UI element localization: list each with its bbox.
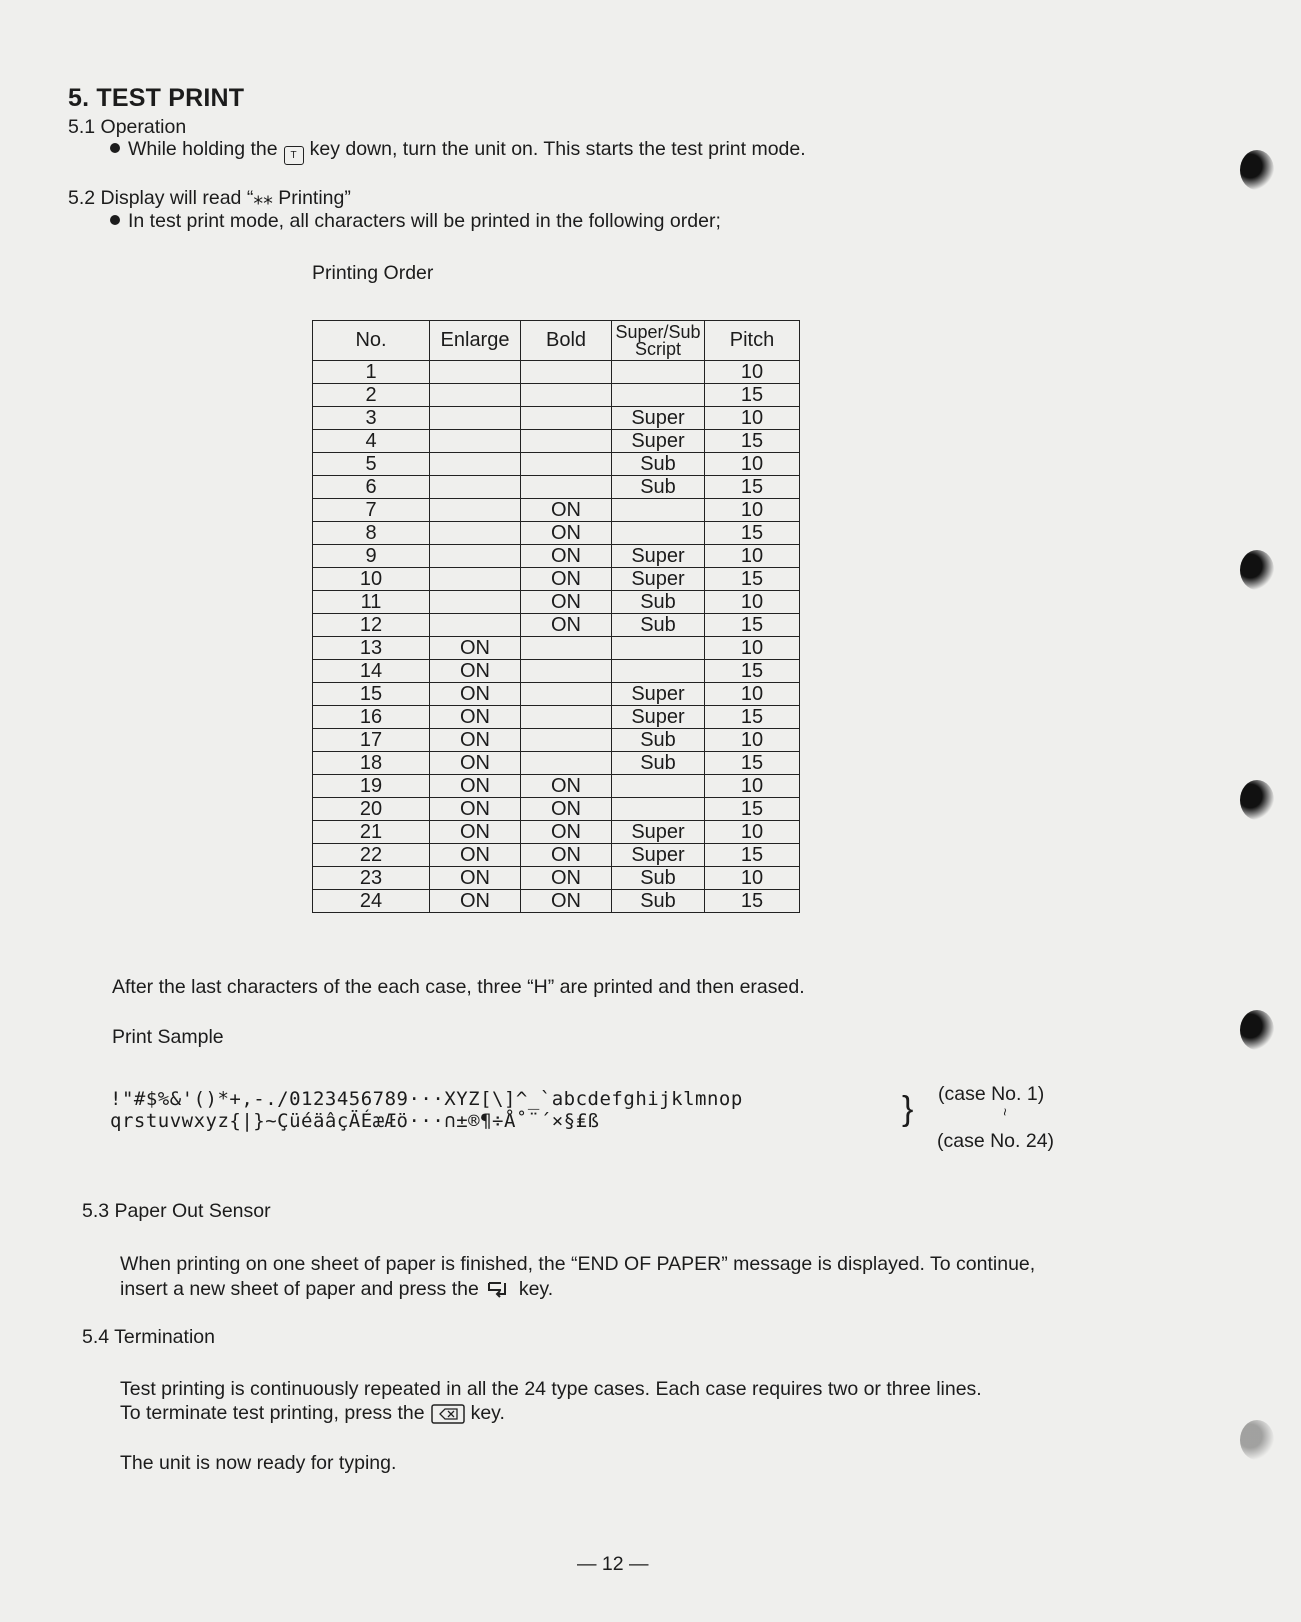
cell-enlarge: ON <box>430 660 521 683</box>
header-pitch: Pitch <box>705 321 800 361</box>
punch-hole-icon <box>1240 780 1274 820</box>
page-number: — 12 — <box>577 1553 649 1575</box>
cell-bold: ON <box>521 867 612 890</box>
cell-enlarge: ON <box>430 867 521 890</box>
cell-script: Super <box>612 706 705 729</box>
cell-bold <box>521 407 612 430</box>
cell-no: 5 <box>313 453 430 476</box>
cell-no: 23 <box>313 867 430 890</box>
table-row <box>313 637 800 660</box>
sample-line-1: !"#$%&'()*+,-./0123456789···XYZ[\]^_`abcdefghijklmnop <box>110 1088 743 1110</box>
cell-bold <box>521 384 612 407</box>
bullet-icon <box>110 143 120 153</box>
cell-pitch: 15 <box>705 568 800 591</box>
table-row <box>313 890 800 913</box>
print-sample-title: Print Sample <box>112 1026 224 1048</box>
cell-enlarge: ON <box>430 729 521 752</box>
return-key-icon <box>487 1280 511 1300</box>
cell-enlarge <box>430 453 521 476</box>
cell-bold: ON <box>521 614 612 637</box>
cell-enlarge <box>430 499 521 522</box>
cell-no: 10 <box>313 568 430 591</box>
table-row <box>313 568 800 591</box>
operation-instruction: While holding the T key down, turn the unit on. This starts the test print mode. <box>110 138 806 165</box>
cell-bold: ON <box>521 775 612 798</box>
cell-script: Sub <box>612 729 705 752</box>
cell-script: Super <box>612 430 705 453</box>
cell-no: 21 <box>313 821 430 844</box>
cell-enlarge <box>430 407 521 430</box>
cell-script: Super <box>612 683 705 706</box>
cell-bold <box>521 361 612 384</box>
cell-bold <box>521 637 612 660</box>
cell-pitch: 10 <box>705 361 800 384</box>
cell-no: 14 <box>313 660 430 683</box>
cell-no: 7 <box>313 499 430 522</box>
subsection-5-2-title: 5.2 Display will read “⁎⁎ Printing” <box>68 187 351 209</box>
cell-bold: ON <box>521 568 612 591</box>
cell-no: 1 <box>313 361 430 384</box>
cell-enlarge <box>430 591 521 614</box>
case-last-label: (case No. 24) <box>937 1130 1055 1152</box>
table-row <box>313 729 800 752</box>
cell-enlarge: ON <box>430 844 521 867</box>
header-super-sub-script: Super/Sub Script <box>612 321 705 361</box>
cell-pitch: 15 <box>705 798 800 821</box>
cell-enlarge: ON <box>430 706 521 729</box>
cell-pitch: 10 <box>705 683 800 706</box>
cell-no: 15 <box>313 683 430 706</box>
cell-pitch: 10 <box>705 591 800 614</box>
cell-enlarge <box>430 361 521 384</box>
header-enlarge: Enlarge <box>430 321 521 361</box>
paper-out-line-1: When printing on one sheet of paper is finished, the “END OF PAPER” message is displayed. To continue, <box>120 1253 1036 1275</box>
case-range-tilde: ~ <box>997 1107 1014 1117</box>
cell-pitch: 15 <box>705 614 800 637</box>
cell-script <box>612 384 705 407</box>
subsection-5-1-title: 5.1 Operation <box>68 116 187 138</box>
cell-script: Sub <box>612 890 705 913</box>
cell-no: 18 <box>313 752 430 775</box>
sample-brace-icon: } <box>902 1090 914 1128</box>
table-row <box>313 476 800 499</box>
cell-no: 19 <box>313 775 430 798</box>
cell-bold <box>521 706 612 729</box>
table-title: Printing Order <box>312 262 434 284</box>
case-first-label: (case No. 1) <box>938 1083 1045 1105</box>
cell-bold: ON <box>521 798 612 821</box>
cell-bold: ON <box>521 821 612 844</box>
cell-enlarge <box>430 545 521 568</box>
cell-bold <box>521 729 612 752</box>
after-note: After the last characters of the each case, three “H” are printed and then erased. <box>112 976 805 998</box>
cell-script: Super <box>612 407 705 430</box>
cell-no: 9 <box>313 545 430 568</box>
cell-pitch: 15 <box>705 844 800 867</box>
cell-enlarge: ON <box>430 775 521 798</box>
cell-no: 6 <box>313 476 430 499</box>
cell-script: Sub <box>612 752 705 775</box>
cell-pitch: 10 <box>705 729 800 752</box>
table-row <box>313 384 800 407</box>
cell-script: Super <box>612 844 705 867</box>
cell-pitch: 10 <box>705 821 800 844</box>
table-row <box>313 844 800 867</box>
table-row <box>313 499 800 522</box>
delete-key-icon <box>431 1404 465 1424</box>
cell-pitch: 15 <box>705 476 800 499</box>
cell-enlarge: ON <box>430 798 521 821</box>
header-bold: Bold <box>521 321 612 361</box>
cell-enlarge <box>430 568 521 591</box>
bullet-icon <box>110 215 120 225</box>
cell-enlarge <box>430 522 521 545</box>
cell-bold: ON <box>521 545 612 568</box>
print-mode-instruction: In test print mode, all characters will be printed in the following order; <box>110 210 721 233</box>
table-row <box>313 752 800 775</box>
sample-line-2: qrstuvwxyz{|}~ÇüéäâçÄÉæÆö···∩±®¶÷Å˚¨´×§₤ß <box>110 1110 600 1132</box>
table-row <box>313 614 800 637</box>
cell-pitch: 15 <box>705 384 800 407</box>
section-heading: 5. TEST PRINT <box>68 84 245 112</box>
table-row <box>313 821 800 844</box>
cell-no: 11 <box>313 591 430 614</box>
table-row <box>313 591 800 614</box>
printing-order-table <box>312 320 800 913</box>
cell-no: 22 <box>313 844 430 867</box>
cell-script <box>612 361 705 384</box>
cell-script: Super <box>612 545 705 568</box>
cell-pitch: 15 <box>705 522 800 545</box>
cell-enlarge <box>430 384 521 407</box>
table-row <box>313 545 800 568</box>
cell-script <box>612 499 705 522</box>
header-no: No. <box>313 321 430 361</box>
cell-bold <box>521 430 612 453</box>
cell-pitch: 10 <box>705 407 800 430</box>
table-row <box>313 522 800 545</box>
cell-script: Sub <box>612 591 705 614</box>
punch-hole-icon <box>1240 1420 1274 1460</box>
table-row <box>313 798 800 821</box>
cell-script <box>612 775 705 798</box>
cell-no: 3 <box>313 407 430 430</box>
cell-script <box>612 522 705 545</box>
cell-pitch: 10 <box>705 637 800 660</box>
cell-enlarge <box>430 430 521 453</box>
cell-no: 13 <box>313 637 430 660</box>
cell-no: 16 <box>313 706 430 729</box>
cell-script <box>612 660 705 683</box>
cell-no: 4 <box>313 430 430 453</box>
cell-no: 20 <box>313 798 430 821</box>
cell-bold <box>521 683 612 706</box>
cell-bold: ON <box>521 844 612 867</box>
cell-bold <box>521 476 612 499</box>
cell-pitch: 10 <box>705 499 800 522</box>
cell-enlarge <box>430 476 521 499</box>
punch-hole-icon <box>1240 550 1274 590</box>
cell-enlarge: ON <box>430 683 521 706</box>
subsection-5-3-title: 5.3 Paper Out Sensor <box>82 1200 271 1222</box>
cell-pitch: 15 <box>705 890 800 913</box>
table-row <box>313 407 800 430</box>
cell-pitch: 10 <box>705 867 800 890</box>
cell-pitch: 15 <box>705 660 800 683</box>
cell-no: 12 <box>313 614 430 637</box>
cell-no: 24 <box>313 890 430 913</box>
table-row <box>313 706 800 729</box>
cell-enlarge: ON <box>430 890 521 913</box>
paper-out-line-2: insert a new sheet of paper and press the key. <box>120 1278 554 1300</box>
table-row <box>313 683 800 706</box>
table-body <box>313 361 800 913</box>
punch-hole-icon <box>1240 150 1274 190</box>
subsection-5-4-title: 5.4 Termination <box>82 1326 215 1348</box>
cell-pitch: 10 <box>705 453 800 476</box>
cell-pitch: 10 <box>705 775 800 798</box>
cell-no: 2 <box>313 384 430 407</box>
cell-script <box>612 637 705 660</box>
ready-note: The unit is now ready for typing. <box>120 1452 397 1474</box>
table-row <box>313 867 800 890</box>
cell-enlarge <box>430 614 521 637</box>
table-row <box>313 361 800 384</box>
cell-pitch: 15 <box>705 430 800 453</box>
cell-pitch: 15 <box>705 752 800 775</box>
cell-script <box>612 798 705 821</box>
table-row <box>313 775 800 798</box>
cell-no: 8 <box>313 522 430 545</box>
termination-line-2: To terminate test printing, press the key. <box>120 1402 505 1424</box>
cell-enlarge: ON <box>430 752 521 775</box>
termination-line-1: Test printing is continuously repeated in all the 24 type cases. Each case requires two or three lines. <box>120 1378 982 1400</box>
t-key-icon: T <box>284 146 304 165</box>
table-row <box>313 660 800 683</box>
punch-hole-icon <box>1240 1010 1274 1050</box>
cell-bold <box>521 752 612 775</box>
cell-no: 17 <box>313 729 430 752</box>
cell-script: Super <box>612 821 705 844</box>
cell-enlarge: ON <box>430 637 521 660</box>
cell-script: Sub <box>612 867 705 890</box>
cell-script: Sub <box>612 453 705 476</box>
cell-pitch: 15 <box>705 706 800 729</box>
cell-bold: ON <box>521 890 612 913</box>
cell-enlarge: ON <box>430 821 521 844</box>
table-row <box>313 430 800 453</box>
cell-script: Super <box>612 568 705 591</box>
cell-bold <box>521 453 612 476</box>
cell-bold: ON <box>521 499 612 522</box>
cell-bold: ON <box>521 522 612 545</box>
table-row <box>313 453 800 476</box>
cell-script: Sub <box>612 614 705 637</box>
cell-bold <box>521 660 612 683</box>
cell-bold: ON <box>521 591 612 614</box>
cell-script: Sub <box>612 476 705 499</box>
cell-pitch: 10 <box>705 545 800 568</box>
